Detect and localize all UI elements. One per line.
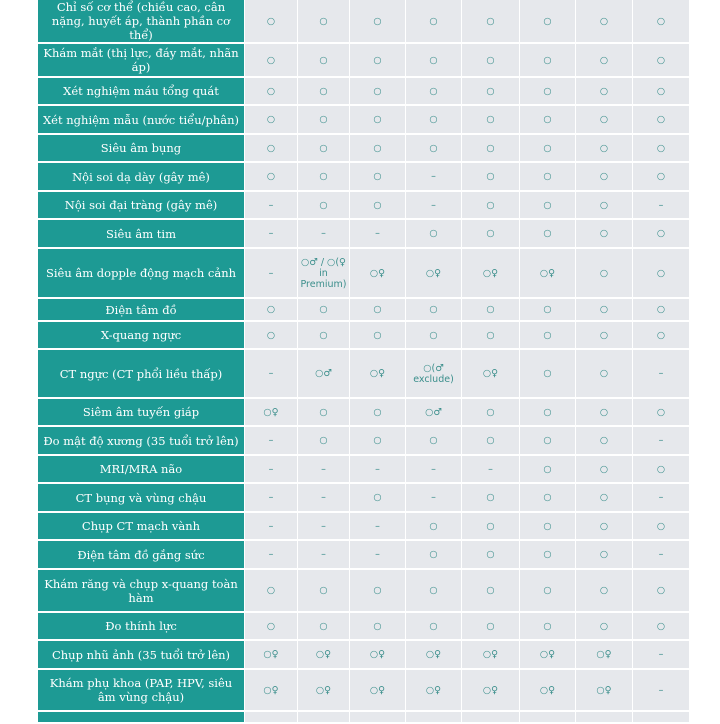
package-cell: – <box>245 248 298 298</box>
package-cell: ○ <box>462 162 520 191</box>
package-cell: ○ <box>633 134 690 162</box>
package-cell: ○♀ <box>350 349 406 398</box>
package-cell: ○ <box>633 77 690 105</box>
row-label: Siêm âm tuyến giáp <box>38 398 245 426</box>
package-cell: ○ <box>520 298 576 321</box>
table-row <box>38 162 690 191</box>
package-cell: ○ <box>350 426 406 455</box>
package-cell: – <box>633 349 690 398</box>
package-cell: ○♂ / ○(♀ in Premium) <box>298 248 350 298</box>
package-cell: ○ <box>406 426 462 455</box>
package-cell: ○ <box>576 0 633 43</box>
package-cell: ○ <box>576 248 633 298</box>
package-cell: ○ <box>298 0 350 43</box>
package-cell: ○ <box>633 321 690 349</box>
package-cell: ○ <box>462 134 520 162</box>
package-cell <box>298 711 350 723</box>
package-cell <box>406 711 462 723</box>
package-cell: ○ <box>462 540 520 569</box>
package-cell: ○ <box>462 612 520 640</box>
package-cell: ○ <box>462 298 520 321</box>
package-cell: ○ <box>298 321 350 349</box>
package-cell: ○ <box>406 298 462 321</box>
row-label: MRI/MRA não <box>38 455 245 483</box>
package-cell: – <box>245 512 298 540</box>
package-cell: ○ <box>245 43 298 77</box>
row-label: Chụp CT mạch vành <box>38 512 245 540</box>
package-cell: – <box>633 483 690 512</box>
package-cell: ○♀ <box>298 640 350 669</box>
package-cell: ○ <box>350 0 406 43</box>
package-cell: ○ <box>406 512 462 540</box>
package-cell: ○ <box>462 191 520 219</box>
table-row <box>38 134 690 162</box>
package-cell: ○ <box>462 426 520 455</box>
package-cell: ○ <box>576 569 633 612</box>
package-cell: ○ <box>298 105 350 134</box>
package-cell: ○♂ <box>406 398 462 426</box>
package-cell: – <box>406 483 462 512</box>
package-cell: ○ <box>520 455 576 483</box>
package-cell: ○ <box>245 105 298 134</box>
package-cell: – <box>245 349 298 398</box>
package-cell: – <box>406 191 462 219</box>
row-label: Siêu âm tim <box>38 219 245 248</box>
table-row <box>38 711 690 723</box>
package-cell: ○♀ <box>406 640 462 669</box>
package-cell: ○♀ <box>406 669 462 711</box>
table-body <box>38 0 690 723</box>
package-cell: ○ <box>576 612 633 640</box>
package-cell: ○♀ <box>350 640 406 669</box>
package-cell: ○ <box>406 540 462 569</box>
package-cell: – <box>298 219 350 248</box>
row-label: Chụp nhũ ảnh (35 tuổi trở lên) <box>38 640 245 669</box>
package-cell: ○ <box>576 77 633 105</box>
package-cell <box>633 711 690 723</box>
table-row <box>38 349 690 398</box>
package-cell: – <box>245 426 298 455</box>
row-label: Khám mắt (thị lực, đáy mắt, nhãn áp) <box>38 43 245 77</box>
package-cell: – <box>245 191 298 219</box>
package-cell: ○ <box>633 105 690 134</box>
package-cell <box>350 711 406 723</box>
package-cell <box>462 711 520 723</box>
package-cell: ○ <box>462 43 520 77</box>
package-cell: – <box>633 640 690 669</box>
package-cell: ○ <box>406 612 462 640</box>
package-cell: ○♀ <box>462 669 520 711</box>
package-cell: ○ <box>298 162 350 191</box>
package-cell: ○ <box>520 483 576 512</box>
package-cell: ○ <box>350 162 406 191</box>
table-row <box>38 612 690 640</box>
package-cell: ○ <box>576 219 633 248</box>
package-cell: ○ <box>406 219 462 248</box>
package-cell: ○ <box>576 43 633 77</box>
row-label: CT bụng và vùng chậu <box>38 483 245 512</box>
package-cell: ○♀ <box>245 640 298 669</box>
package-cell: ○ <box>462 105 520 134</box>
package-cell: ○ <box>406 43 462 77</box>
row-label: Đo mật độ xương (35 tuổi trở lên) <box>38 426 245 455</box>
package-cell: ○ <box>633 0 690 43</box>
package-cell: ○ <box>520 219 576 248</box>
row-label: Nội soi đại tràng (gây mê) <box>38 191 245 219</box>
package-cell: ○ <box>576 540 633 569</box>
package-cell: ○ <box>576 298 633 321</box>
table-row <box>38 569 690 612</box>
package-cell: – <box>633 669 690 711</box>
package-cell: ○ <box>406 321 462 349</box>
table-row <box>38 43 690 77</box>
table-row <box>38 77 690 105</box>
package-cell: ○ <box>633 612 690 640</box>
package-cell: – <box>350 219 406 248</box>
table-row <box>38 669 690 711</box>
package-cell: ○ <box>633 298 690 321</box>
package-cell: ○ <box>520 612 576 640</box>
table-row <box>38 0 690 43</box>
package-cell: ○ <box>298 398 350 426</box>
package-cell: ○ <box>520 191 576 219</box>
row-label: Chỉ số cơ thể (chiều cao, cân nặng, huyết áp, thành phần cơ thể) <box>38 0 245 43</box>
package-cell: ○ <box>298 134 350 162</box>
package-cell: ○ <box>298 77 350 105</box>
package-cell: ○ <box>633 248 690 298</box>
row-label: Điện tâm đồ <box>38 298 245 321</box>
package-cell: ○♀ <box>520 669 576 711</box>
health-checkup-comparison-table <box>38 0 690 724</box>
package-cell: – <box>298 455 350 483</box>
table-row <box>38 248 690 298</box>
package-cell: – <box>633 191 690 219</box>
package-cell: ○ <box>350 105 406 134</box>
package-cell: ○ <box>520 569 576 612</box>
package-cell: ○ <box>350 77 406 105</box>
package-cell: ○♀ <box>462 248 520 298</box>
package-cell: ○♀ <box>462 349 520 398</box>
package-cell: – <box>462 455 520 483</box>
package-cell: ○ <box>350 483 406 512</box>
package-cell: ○♂ <box>298 349 350 398</box>
table-row <box>38 321 690 349</box>
package-cell: ○ <box>520 426 576 455</box>
package-cell: ○ <box>520 77 576 105</box>
package-cell: – <box>406 162 462 191</box>
package-cell: ○ <box>520 43 576 77</box>
package-cell: – <box>298 512 350 540</box>
package-cell: ○ <box>406 0 462 43</box>
package-cell: ○♀ <box>245 669 298 711</box>
package-cell: ○ <box>576 105 633 134</box>
package-cell: ○ <box>350 612 406 640</box>
package-cell: ○ <box>350 321 406 349</box>
package-cell: ○ <box>633 43 690 77</box>
package-cell: ○♀ <box>298 669 350 711</box>
package-cell: – <box>406 455 462 483</box>
package-cell: ○ <box>245 134 298 162</box>
package-cell: ○ <box>633 512 690 540</box>
package-cell: ○ <box>350 398 406 426</box>
package-cell: ○ <box>462 483 520 512</box>
package-cell: ○ <box>576 162 633 191</box>
package-cell: ○♀ <box>350 669 406 711</box>
table-row <box>38 640 690 669</box>
package-cell <box>245 711 298 723</box>
package-cell: ○ <box>245 77 298 105</box>
package-cell: ○ <box>520 105 576 134</box>
package-cell: ○♀ <box>245 398 298 426</box>
package-cell: ○ <box>298 298 350 321</box>
table-row <box>38 219 690 248</box>
package-cell: ○ <box>350 298 406 321</box>
package-cell: ○ <box>462 0 520 43</box>
package-cell: ○ <box>298 43 350 77</box>
package-cell: ○ <box>462 569 520 612</box>
package-cell: ○ <box>520 0 576 43</box>
package-cell: ○ <box>245 569 298 612</box>
package-cell: ○ <box>576 483 633 512</box>
package-cell: ○♀ <box>520 248 576 298</box>
package-cell: ○♀ <box>576 640 633 669</box>
package-cell: ○ <box>350 43 406 77</box>
package-cell: ○ <box>462 321 520 349</box>
package-cell: – <box>245 455 298 483</box>
package-cell: ○ <box>520 512 576 540</box>
row-label: X-quang ngực <box>38 321 245 349</box>
row-label: Xét nghiệm máu tổng quát <box>38 77 245 105</box>
package-cell: ○ <box>245 0 298 43</box>
package-cell: – <box>245 540 298 569</box>
package-cell: ○ <box>633 219 690 248</box>
package-cell: ○ <box>520 162 576 191</box>
package-cell: ○♀ <box>462 640 520 669</box>
package-cell: ○ <box>633 569 690 612</box>
package-cell: – <box>298 540 350 569</box>
row-label: Siêu âm dopple động mạch cảnh <box>38 248 245 298</box>
table-row <box>38 298 690 321</box>
package-cell: ○ <box>245 612 298 640</box>
row-label: Điện tâm đồ gắng sức <box>38 540 245 569</box>
row-label: CT ngực (CT phổi liều thấp) <box>38 349 245 398</box>
row-label: Khám phụ khoa (PAP, HPV, siêu âm vùng chậu) <box>38 669 245 711</box>
package-cell: ○ <box>298 426 350 455</box>
package-cell: ○ <box>245 162 298 191</box>
package-cell: ○ <box>462 219 520 248</box>
package-cell: – <box>633 426 690 455</box>
package-cell: ○ <box>520 540 576 569</box>
package-cell: – <box>633 540 690 569</box>
package-cell: – <box>350 540 406 569</box>
table-row <box>38 398 690 426</box>
package-cell: ○ <box>576 512 633 540</box>
row-label <box>38 711 245 723</box>
package-cell: ○ <box>520 349 576 398</box>
package-cell: – <box>298 483 350 512</box>
package-cell: ○ <box>406 569 462 612</box>
package-cell: – <box>245 219 298 248</box>
package-cell: ○ <box>298 612 350 640</box>
package-cell: ○ <box>462 512 520 540</box>
package-cell: ○ <box>350 569 406 612</box>
package-cell <box>576 711 633 723</box>
package-cell: ○ <box>520 398 576 426</box>
package-cell: ○ <box>576 426 633 455</box>
package-cell: ○ <box>633 162 690 191</box>
package-cell: – <box>350 455 406 483</box>
row-label: Siêu âm bụng <box>38 134 245 162</box>
package-cell: ○ <box>633 455 690 483</box>
row-label: Xét nghiệm mẫu (nước tiểu/phân) <box>38 105 245 134</box>
comparison-table-wrapper <box>38 0 680 724</box>
package-cell: ○ <box>462 398 520 426</box>
package-cell: ○ <box>520 321 576 349</box>
table-row <box>38 455 690 483</box>
package-cell: ○ <box>406 105 462 134</box>
package-cell: ○ <box>520 134 576 162</box>
package-cell: ○ <box>576 455 633 483</box>
package-cell: ○ <box>245 321 298 349</box>
row-label: Nội soi dạ dày (gây mê) <box>38 162 245 191</box>
package-cell: ○ <box>576 349 633 398</box>
package-cell: ○ <box>576 321 633 349</box>
package-cell: ○ <box>406 134 462 162</box>
package-cell: ○♀ <box>406 248 462 298</box>
table-row <box>38 426 690 455</box>
package-cell: ○ <box>350 191 406 219</box>
package-cell: ○ <box>576 134 633 162</box>
package-cell: ○ <box>406 77 462 105</box>
package-cell: ○ <box>298 569 350 612</box>
row-label: Đo thính lực <box>38 612 245 640</box>
table-row <box>38 540 690 569</box>
package-cell <box>520 711 576 723</box>
table-row <box>38 483 690 512</box>
row-label: Khám răng và chụp x-quang toàn hàm <box>38 569 245 612</box>
package-cell: ○(♂ exclude) <box>406 349 462 398</box>
package-cell: ○ <box>576 191 633 219</box>
package-cell: ○ <box>245 298 298 321</box>
package-cell: ○ <box>633 398 690 426</box>
package-cell: ○♀ <box>520 640 576 669</box>
package-cell: ○♀ <box>350 248 406 298</box>
package-cell: – <box>350 512 406 540</box>
table-row <box>38 512 690 540</box>
table-row <box>38 191 690 219</box>
package-cell: ○ <box>350 134 406 162</box>
table-row <box>38 105 690 134</box>
package-cell: ○♀ <box>576 669 633 711</box>
package-cell: ○ <box>298 191 350 219</box>
package-cell: ○ <box>462 77 520 105</box>
package-cell: – <box>245 483 298 512</box>
package-cell: ○ <box>576 398 633 426</box>
